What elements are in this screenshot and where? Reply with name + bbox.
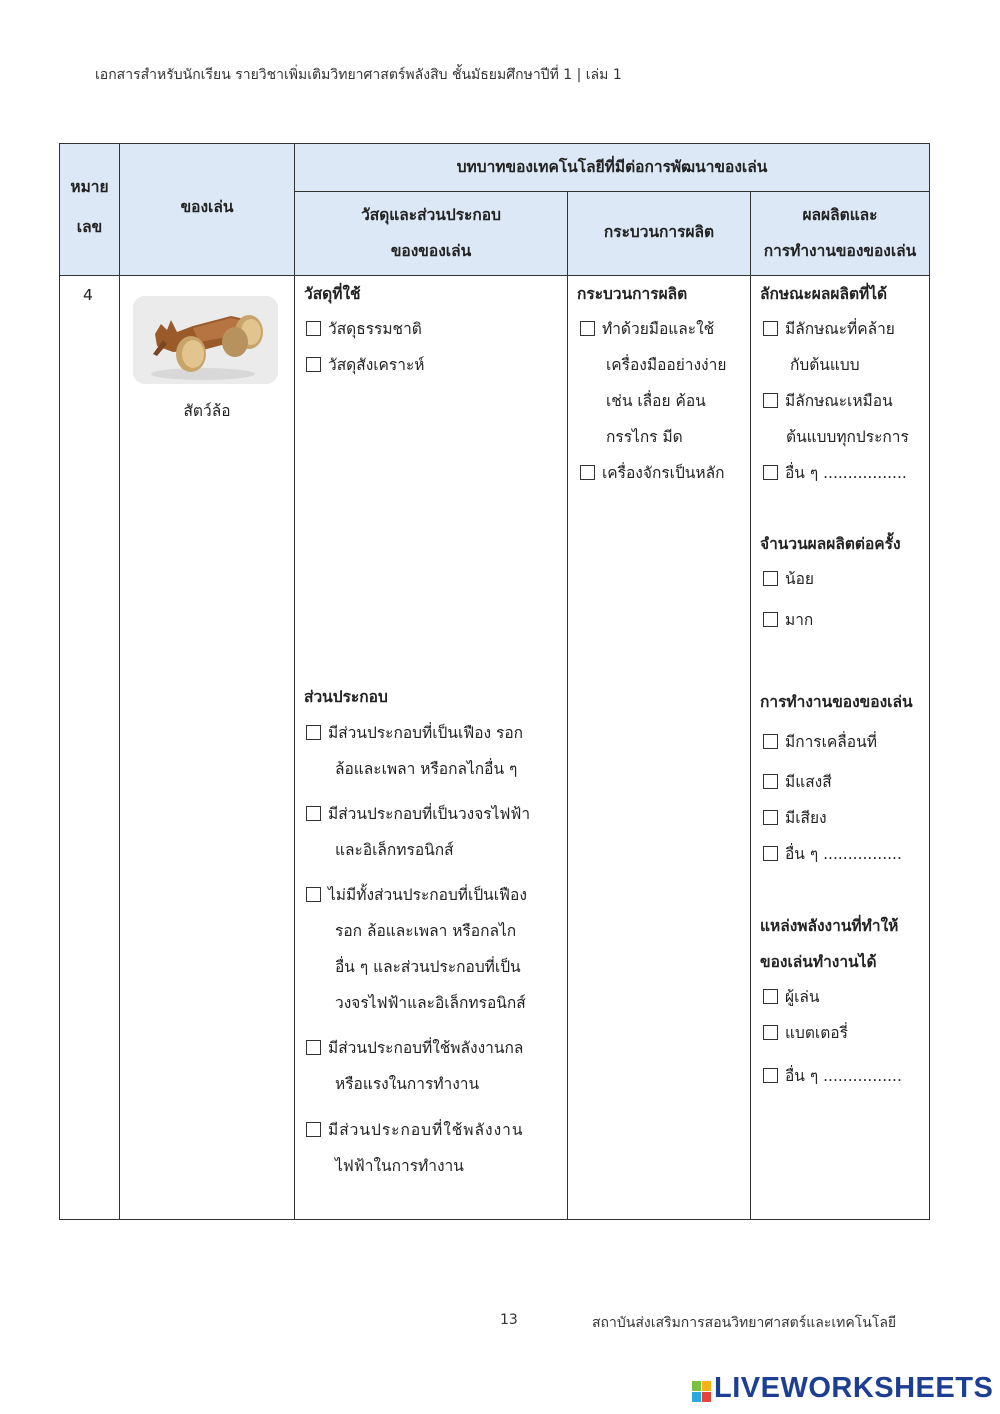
checkbox[interactable] [306,357,321,372]
liveworksheets-logo-icon [692,1378,712,1400]
table-border-top [59,143,930,144]
checkbox[interactable] [763,774,778,789]
col-number-header-2: เลข [76,218,103,236]
checkbox[interactable] [763,1068,778,1083]
checkbox[interactable] [306,1122,321,1137]
option-label: มีส่วนประกอบที่ใช้พลังงานกล [328,1039,524,1057]
function-option-movement [763,724,877,760]
col-materials-header-1: วัสดุและส่วนประกอบ [361,206,501,224]
option-label: มีส่วนประกอบที่เป็นเฟือง รอก [328,724,524,742]
table-border-bottom [59,1219,930,1220]
option-label: ทำด้วยมือและใช้ [602,320,715,338]
option-label: ไม่มีทั้งส่วนประกอบที่เป็นเฟือง [328,886,527,904]
col-toy-header: ของเล่น [180,198,234,216]
materials-option-natural [306,311,422,347]
option-label: ผู้เล่น [785,988,820,1006]
quantity-option-many [763,602,813,638]
option-label: มีลักษณะที่คล้าย [785,320,895,338]
option-label-continued: กรรไกร มีด [606,428,683,446]
table-divider-materials [567,191,568,1220]
col-materials-header-2: ของของเล่น [390,242,472,260]
checkbox[interactable] [306,1040,321,1055]
checkbox[interactable] [763,734,778,749]
option-label: เครื่องจักรเป็นหลัก [602,464,725,482]
table-divider-process [750,191,751,1220]
materials-option-synthetic [306,347,425,383]
footer-organization: สถาบันส่งเสริมการสอนวิทยาศาสตร์และเทคโนโลยี [592,1315,897,1331]
option-label-continued: และอิเล็กทรอนิกส์ [335,841,454,859]
checkbox[interactable] [763,846,778,861]
option-label: อื่น ๆ ................ [785,1067,902,1085]
function-option-light [763,764,832,800]
function-title: การทำงานของของเล่น [760,693,913,711]
component-option-mechanical-energy [306,1030,523,1066]
checkbox[interactable] [763,393,778,408]
option-label: วัสดุสังเคราะห์ [328,356,425,374]
component-option-electric-energy [306,1112,523,1148]
checkbox[interactable] [763,810,778,825]
energy-option-other [763,1058,902,1094]
checkbox[interactable] [580,465,595,480]
traits-title: ลักษณะผลผลิตที่ได้ [760,285,888,303]
energy-option-battery [763,1015,848,1051]
col-group-header: บทบาทของเทคโนโลยีที่มีต่อการพัฒนาของเล่น [456,158,768,176]
table-header-subline [294,191,930,192]
option-label: มีส่วนประกอบที่เป็นวงจรไฟฟ้า [328,805,531,823]
col-product-header-2: การทำงานของของเล่น [763,242,917,260]
checkbox[interactable] [763,321,778,336]
materials-title: วัสดุที่ใช้ [304,285,361,303]
row-number: 4 [83,286,93,304]
option-label: น้อย [785,570,814,588]
component-option-mechanical [306,715,523,751]
option-label-continued: หรือแรงในการทำงาน [335,1075,480,1093]
option-label-continued: ต้นแบบทุกประการ [786,428,909,446]
toy-name: สัตว์ล้อ [183,402,231,420]
option-label-continued: ไฟฟ้าในการทำงาน [335,1157,464,1175]
option-label: วัสดุธรรมชาติ [328,320,422,338]
option-label-continued: กับต้นแบบ [790,356,860,374]
checkbox[interactable] [763,465,778,480]
col-number-header-1: หมาย [70,178,109,196]
checkbox[interactable] [763,612,778,627]
liveworksheets-brand[interactable] [692,1372,993,1405]
trait-option-identical [763,383,893,419]
component-option-electronic [306,796,530,832]
checkbox[interactable] [763,989,778,1004]
quantity-option-few [763,561,814,597]
option-label: มีเสียง [785,809,827,827]
option-label: แบตเตอรี่ [785,1024,848,1042]
option-label: มีการเคลื่อนที่ [785,733,877,751]
process-option-handmade [580,311,714,347]
checkbox[interactable] [306,321,321,336]
option-label-continued: เช่น เลื่อย ค้อน [606,392,706,410]
option-label: มาก [785,611,814,629]
page-number: 13 [500,1312,518,1328]
table-border-left [59,143,60,1220]
function-option-other [763,836,902,872]
option-label-continued: รอก ล้อและเพลา หรือกลไก [335,922,517,940]
checkbox[interactable] [306,887,321,902]
table-divider-number [119,143,120,1220]
option-label-continued: เครื่องมืออย่างง่าย [606,356,727,374]
page-header: เอกสารสำหรับนักเรียน รายวิชาเพิ่มเติมวิทยาศาสตร์พลังสิบ ชั้นมัธยมศึกษาปีที่ 1 | เล่ม 1 [95,67,622,83]
option-label: มีลักษณะเหมือน [785,392,893,410]
trait-option-similar [763,311,895,347]
process-option-machine [580,455,725,491]
brand-text: LIVEWORKSHEETS [714,1372,994,1404]
option-label-continued: ล้อและเพลา หรือกลไกอื่น ๆ [335,760,518,778]
checkbox[interactable] [763,1025,778,1040]
option-label-continued: วงจรไฟฟ้าและอิเล็กทรอนิกส์ [335,994,526,1012]
energy-title-1: แหล่งพลังงานที่ทำให้ [760,917,899,935]
trait-option-other [763,455,907,491]
option-label-continued: อื่น ๆ และส่วนประกอบที่เป็น [335,958,521,976]
function-option-sound [763,800,827,836]
option-label: อื่น ๆ ................ [785,845,902,863]
table-divider-toy [294,143,295,1220]
energy-option-player [763,979,819,1015]
toy-image [133,296,278,384]
col-process-header: กระบวนการผลิต [603,223,715,241]
checkbox[interactable] [306,806,321,821]
option-label: มีส่วนประกอบที่ใช้พลังงาน [328,1121,524,1139]
checkbox[interactable] [763,571,778,586]
col-product-header-1: ผลผลิตและ [802,206,878,224]
component-option-none [306,877,527,913]
checkbox[interactable] [306,725,321,740]
option-label: มีแสงสี [785,773,832,791]
table-border-right [929,143,930,1220]
checkbox[interactable] [580,321,595,336]
components-title: ส่วนประกอบ [304,688,388,706]
energy-title-2: ของเล่นทำงานได้ [760,953,877,971]
option-label: อื่น ๆ ................. [785,464,907,482]
process-title: กระบวนการผลิต [577,285,688,303]
quantity-title: จำนวนผลผลิตต่อครั้ง [760,535,901,553]
